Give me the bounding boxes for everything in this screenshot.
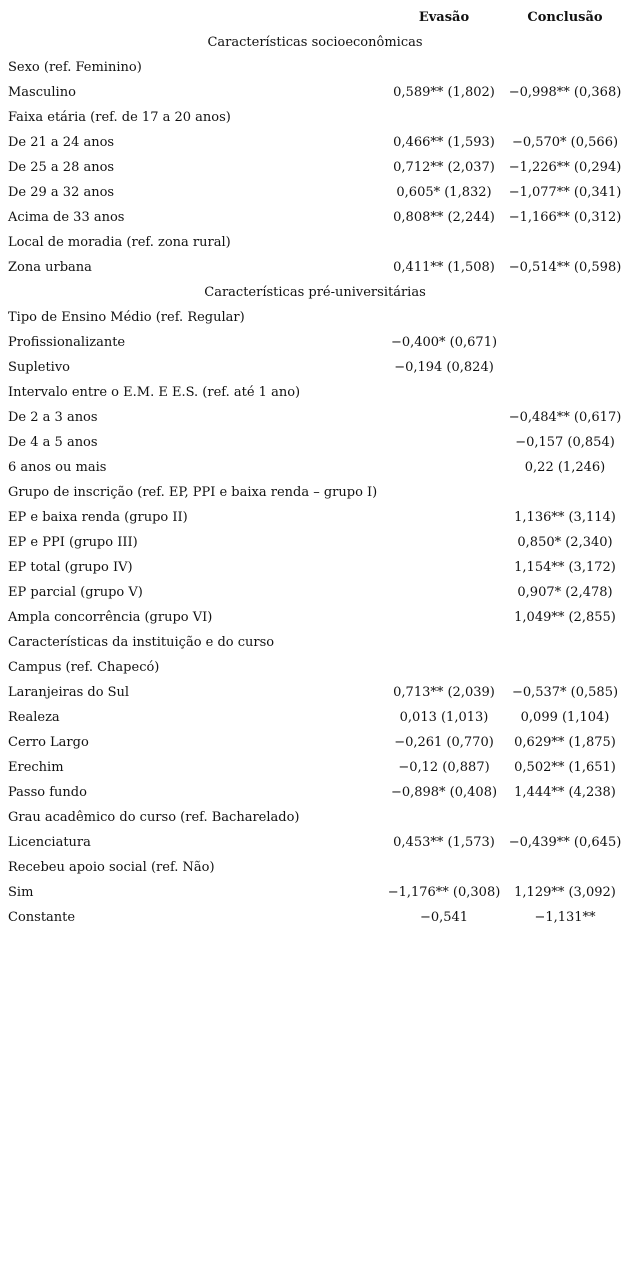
- group-label-row: [0, 655, 630, 680]
- evasao-value: −0,261 (0,770): [394, 735, 494, 750]
- group-label: Sexo (ref. Feminino): [8, 60, 142, 75]
- table-row: [0, 180, 630, 205]
- table-header-row: [0, 5, 630, 30]
- row-label: Constante: [8, 910, 76, 925]
- row-label: EP e PPI (grupo III): [8, 535, 138, 550]
- row-label: De 29 a 32 anos: [8, 185, 115, 200]
- table-row: [0, 830, 630, 855]
- evasao-value: [384, 530, 504, 555]
- table-row: [0, 530, 630, 555]
- conclusao-value: 0,099 (1,104): [520, 710, 610, 725]
- section-heading: Características socioeconômicas: [207, 35, 423, 50]
- regression-table: [0, 5, 630, 930]
- evasao-value: 0,013 (1,013): [399, 710, 489, 725]
- group-label: Faixa etária (ref. de 17 a 20 anos): [8, 110, 231, 125]
- group-label: Tipo de Ensino Médio (ref. Regular): [8, 310, 245, 325]
- conclusao-value: −0,439** (0,645): [508, 835, 622, 850]
- evasao-value: 0,411** (1,508): [393, 260, 495, 275]
- group-label-row: [0, 480, 630, 505]
- row-label: Passo fundo: [8, 785, 87, 800]
- conclusao-value: −1,166** (0,312): [508, 210, 622, 225]
- table-row: [0, 780, 630, 805]
- conclusao-value: 1,154** (3,172): [514, 560, 616, 575]
- evasao-value: 0,453** (1,573): [393, 835, 495, 850]
- group-label: Recebeu apoio social (ref. Não): [8, 860, 215, 875]
- row-label: Zona urbana: [8, 260, 92, 275]
- conclusao-value: −0,484** (0,617): [508, 410, 622, 425]
- evasao-value: −0,12 (0,887): [398, 760, 490, 775]
- evasao-value: 0,712** (2,037): [393, 160, 495, 175]
- row-label: EP parcial (grupo V): [8, 585, 143, 600]
- evasao-value: 0,605* (1,832): [396, 185, 492, 200]
- conclusao-value: 0,907* (2,478): [517, 585, 613, 600]
- row-label: De 25 a 28 anos: [8, 160, 115, 175]
- conclusao-value: 0,629** (1,875): [514, 735, 616, 750]
- row-label: EP e baixa renda (grupo II): [8, 510, 188, 525]
- evasao-value: [384, 455, 504, 480]
- group-label: Campus (ref. Chapecó): [8, 660, 160, 675]
- conclusao-value: −0,157 (0,854): [515, 435, 615, 450]
- evasao-value: [384, 505, 504, 530]
- group-label: Grau acadêmico do curso (ref. Bacharelado): [8, 810, 300, 825]
- table-body: [0, 30, 630, 930]
- table-row: [0, 505, 630, 530]
- row-label: Erechim: [8, 760, 64, 775]
- table-row: [0, 730, 630, 755]
- table-row: [0, 555, 630, 580]
- row-label: De 4 a 5 anos: [8, 435, 98, 450]
- row-label: De 21 a 24 anos: [8, 135, 115, 150]
- evasao-value: [384, 555, 504, 580]
- conclusao-value: −1,077** (0,341): [508, 185, 622, 200]
- row-label: Cerro Largo: [8, 735, 89, 750]
- table-row: [0, 455, 630, 480]
- row-label: Supletivo: [8, 360, 71, 375]
- row-label: Masculino: [8, 85, 76, 100]
- group-label-row: [0, 105, 630, 130]
- conclusao-value: 1,129** (3,092): [514, 885, 616, 900]
- conclusao-value: −0,570* (0,566): [511, 135, 619, 150]
- evasao-value: [384, 580, 504, 605]
- group-label: Intervalo entre o E.M. E E.S. (ref. até 1 ano): [8, 385, 301, 400]
- section-heading-row: [0, 30, 630, 55]
- evasao-value: −1,176** (0,308): [387, 885, 501, 900]
- table-row: [0, 880, 630, 905]
- row-label: Sim: [8, 885, 34, 900]
- table-row: [0, 405, 630, 430]
- group-label: Grupo de inscrição (ref. EP, PPI e baixa renda – grupo I): [8, 485, 378, 500]
- group-label: Local de moradia (ref. zona rural): [8, 235, 231, 250]
- evasao-value: −0,898* (0,408): [390, 785, 498, 800]
- header-evasao: Evasão: [418, 10, 470, 25]
- row-label: Laranjeiras do Sul: [8, 685, 130, 700]
- table-row: [0, 355, 630, 380]
- row-label: Profissionalizante: [8, 335, 126, 350]
- section-heading: Características pré-universitárias: [204, 285, 426, 300]
- table-row: [0, 905, 630, 930]
- group-label-row: [0, 805, 630, 830]
- group-label-row: [0, 230, 630, 255]
- evasao-value: [384, 405, 504, 430]
- table-row: [0, 80, 630, 105]
- section-heading-row: [0, 280, 630, 305]
- evasao-value: 0,808** (2,244): [393, 210, 495, 225]
- evasao-value: −0,541: [419, 910, 469, 925]
- conclusao-value: 1,049** (2,855): [514, 610, 616, 625]
- table-row: [0, 130, 630, 155]
- conclusao-value: 1,444** (4,238): [514, 785, 616, 800]
- table-row: [0, 580, 630, 605]
- table-row: [0, 205, 630, 230]
- conclusao-value: 0,502** (1,651): [514, 760, 616, 775]
- evasao-value: −0,194 (0,824): [394, 360, 494, 375]
- conclusao-value: 0,22 (1,246): [524, 460, 606, 475]
- group-label-row: [0, 380, 630, 405]
- conclusao-value: −0,998** (0,368): [508, 85, 622, 100]
- row-label: De 2 a 3 anos: [8, 410, 98, 425]
- conclusao-value: [504, 355, 626, 380]
- group-label-row: [0, 305, 630, 330]
- row-label: 6 anos ou mais: [8, 460, 107, 475]
- table-row: [0, 255, 630, 280]
- row-label: Realeza: [8, 710, 60, 725]
- evasao-value: 0,589** (1,802): [393, 85, 495, 100]
- evasao-value: [384, 605, 504, 630]
- conclusao-value: −1,131**: [534, 910, 596, 925]
- table-row: [0, 605, 630, 630]
- table-row: [0, 755, 630, 780]
- group-label-row: [0, 55, 630, 80]
- group-label-row: [0, 855, 630, 880]
- conclusao-value: [504, 330, 626, 355]
- table-row: [0, 680, 630, 705]
- row-label: Acima de 33 anos: [8, 210, 125, 225]
- conclusao-value: −1,226** (0,294): [508, 160, 622, 175]
- evasao-value: [384, 430, 504, 455]
- conclusao-value: 0,850* (2,340): [517, 535, 613, 550]
- row-label: EP total (grupo IV): [8, 560, 133, 575]
- table-row: [0, 430, 630, 455]
- table-row: [0, 155, 630, 180]
- table-row: [0, 330, 630, 355]
- evasao-value: −0,400* (0,671): [390, 335, 498, 350]
- table-row: [0, 705, 630, 730]
- row-label: Ampla concorrência (grupo VI): [8, 610, 213, 625]
- conclusao-value: 1,136** (3,114): [514, 510, 616, 525]
- evasao-value: 0,713** (2,039): [393, 685, 495, 700]
- group-label: Características da instituição e do curso: [8, 635, 275, 650]
- evasao-value: 0,466** (1,593): [393, 135, 495, 150]
- conclusao-value: −0,537* (0,585): [511, 685, 619, 700]
- group-label-row: [0, 630, 630, 655]
- row-label: Licenciatura: [8, 835, 91, 850]
- conclusao-value: −0,514** (0,598): [508, 260, 622, 275]
- header-conclusao: Conclusão: [527, 10, 603, 25]
